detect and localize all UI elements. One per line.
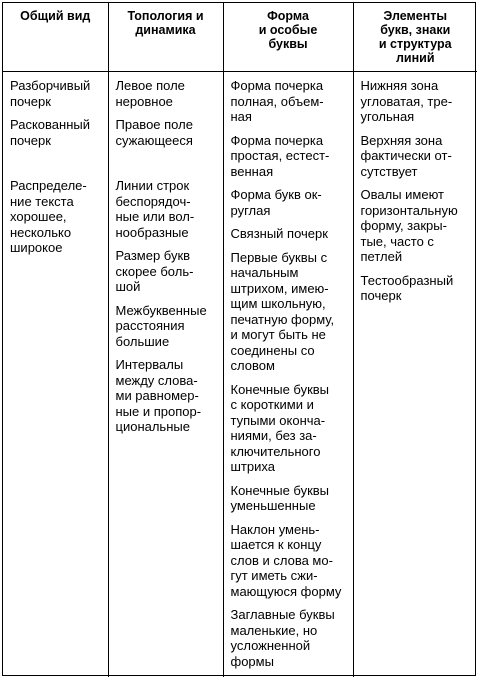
cell-item: Разборчивый почерк bbox=[10, 78, 91, 109]
column-topology bbox=[108, 72, 223, 678]
header-label: Элементы букв, знаки и структура линий bbox=[378, 9, 452, 65]
header-general-view bbox=[3, 3, 108, 72]
cell-item: Интервалы между слова- ми равномер- ные и пропор- циональные bbox=[115, 357, 202, 434]
table bbox=[3, 3, 477, 677]
column-general-view bbox=[3, 72, 108, 678]
cell-item: Размер букв скорее боль- шой bbox=[115, 248, 194, 294]
header-label: Топология и динамика bbox=[127, 9, 204, 37]
cell-item: Левое поле неровное bbox=[115, 78, 185, 109]
cell-item: Нижняя зона угловатая, тре- угольная bbox=[360, 78, 453, 124]
cell-item: Форма букв ок- руглая bbox=[230, 187, 322, 218]
handwriting-table bbox=[2, 2, 476, 676]
cell-item: Тестообразный почерк bbox=[360, 272, 454, 303]
header-form bbox=[223, 3, 353, 72]
cell-item: Первые буквы с начальным штрихом, имею- щим школьную, печатную форму, и могут быть не соединены со словом bbox=[230, 249, 335, 373]
cell-item: Наклон умень- шается к концу слов и слова мо- гут иметь сжи- мающуюся форму bbox=[230, 521, 342, 599]
cell-item: Конечные буквы уменьшенные bbox=[230, 482, 330, 513]
cell-item: Заглавные буквы маленькие, но усложненной формы bbox=[230, 607, 335, 669]
cell-item: Межбуквенные расстояния большие bbox=[115, 302, 207, 349]
cell-item: Верхняя зона фактически от- сутствует bbox=[360, 132, 452, 179]
cell-item: Связный почерк bbox=[230, 226, 328, 241]
column-elements bbox=[353, 72, 477, 678]
cell-item: Распределе- ние текста хорошее, несколько широкое bbox=[10, 178, 87, 255]
header-label: Общий вид bbox=[20, 9, 91, 23]
cell-item: Линии строк беспорядоч- ные или вол- нообразные bbox=[115, 178, 195, 240]
column-form bbox=[223, 72, 353, 678]
body-row bbox=[3, 72, 477, 678]
cell-item: Овалы имеют горизонтальную форму, закры- тые, часто с петлей bbox=[360, 187, 458, 264]
cell-item: Правое поле сужающееся bbox=[115, 117, 193, 148]
header-topology bbox=[108, 3, 223, 72]
header-elements bbox=[353, 3, 477, 72]
cell-item: Форма почерка полная, объем- ная bbox=[230, 78, 324, 124]
header-row bbox=[3, 3, 477, 72]
header-label: Форма и особые буквы bbox=[258, 9, 318, 51]
cell-item: Форма почерка простая, естест- венная bbox=[230, 132, 330, 179]
cell-item: Раскованный почерк bbox=[10, 117, 90, 148]
cell-item: Конечные буквы с короткими и тупыми оконча- ниями, без за- ключительного штриха bbox=[230, 381, 330, 474]
